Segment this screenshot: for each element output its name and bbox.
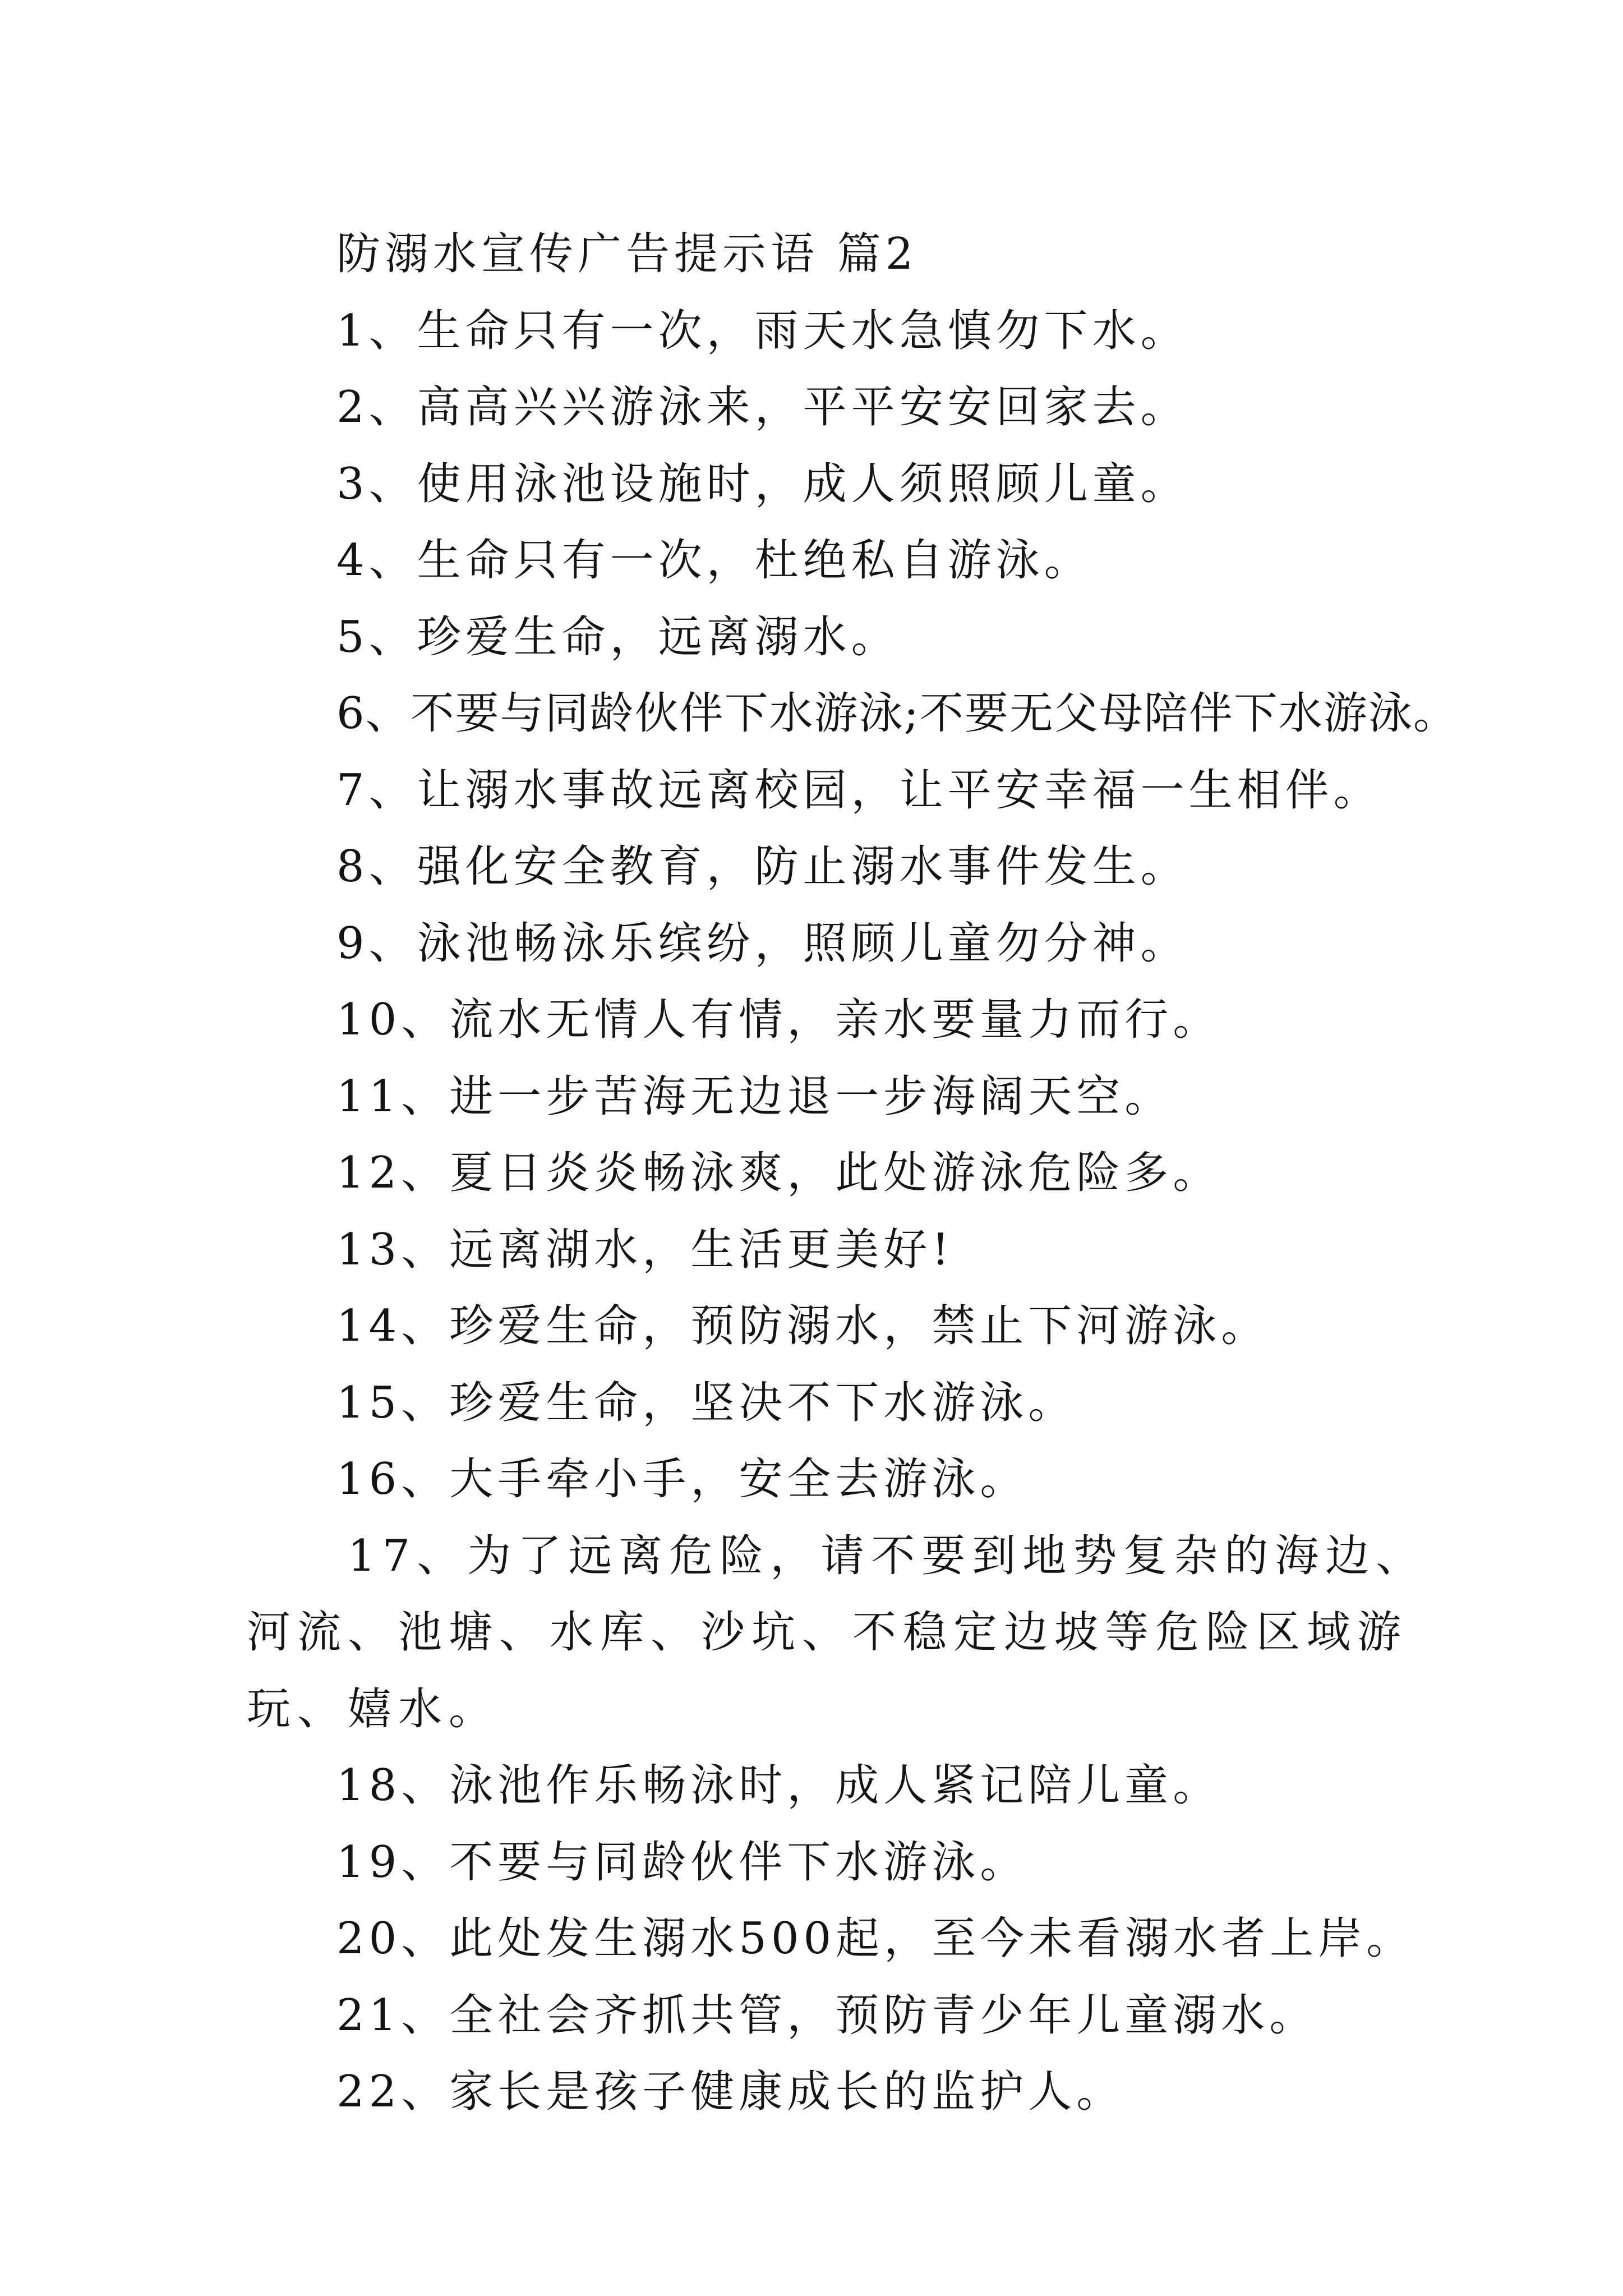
list-item: 3、使用泳池设施时，成人须照顾儿童。 <box>336 458 1189 509</box>
list-item: 22、家长是孩子健康成长的监护人。 <box>336 2067 1125 2117</box>
list-item: 15、珍爱生命，坚决不下水游泳。 <box>336 1377 1077 1428</box>
list-item: 8、强化安全教育，防止溺水事件发生。 <box>336 841 1189 892</box>
list-item: 5、珍爱生命，远离溺水。 <box>336 611 900 662</box>
list-item: 19、不要与同龄伙伴下水游泳。 <box>336 1837 1029 1888</box>
list-item: 9、泳池畅泳乐缤纷，照顾儿童勿分神。 <box>336 918 1189 969</box>
list-item: 4、生命只有一次，杜绝私自游泳。 <box>336 535 1092 586</box>
list-item: 18、泳池作乐畅泳时，成人紧记陪儿童。 <box>336 1760 1221 1811</box>
list-item: 10、流水无情人有情，亲水要量力而行。 <box>336 995 1221 1045</box>
list-item: 21、全社会齐抓共管，预防青少年儿童溺水。 <box>336 1990 1318 2041</box>
list-item: 1、生命只有一次，雨天水急慎勿下水。 <box>336 305 1189 356</box>
list-item: 2、高高兴兴游泳来，平平安安回家去。 <box>336 382 1189 432</box>
document-heading: 防溺水宣传广告提示语 篇2 <box>336 229 918 279</box>
list-item: 13、远离湖水，生活更美好! <box>336 1224 954 1275</box>
list-item: 12、夏日炎炎畅泳爽，此处游泳危险多。 <box>336 1148 1221 1198</box>
list-item: 11、进一步苦海无边退一步海阔天空。 <box>336 1071 1173 1122</box>
list-item: 14、珍爱生命，预防溺水，禁止下河游泳。 <box>336 1301 1270 1351</box>
list-item: 7、让溺水事故远离校园，让平安幸福一生相伴。 <box>336 765 1382 816</box>
list-item: 6、不要与同龄伙伴下水游泳;不要无父母陪伴下水游泳。 <box>336 688 1458 739</box>
list-item: 20、此处发生溺水500起，至今未看溺水者上岸。 <box>336 1913 1415 1964</box>
list-item: 16、大手牵小手，安全去游泳。 <box>336 1454 1029 1504</box>
document-body <box>247 216 1458 2131</box>
list-item: 17、为了远离危险，请不要到地势复杂的海边、河流、池塘、水库、沙坑、不稳定边坡等危险区域游玩、嬉水。 <box>247 1530 1427 1734</box>
